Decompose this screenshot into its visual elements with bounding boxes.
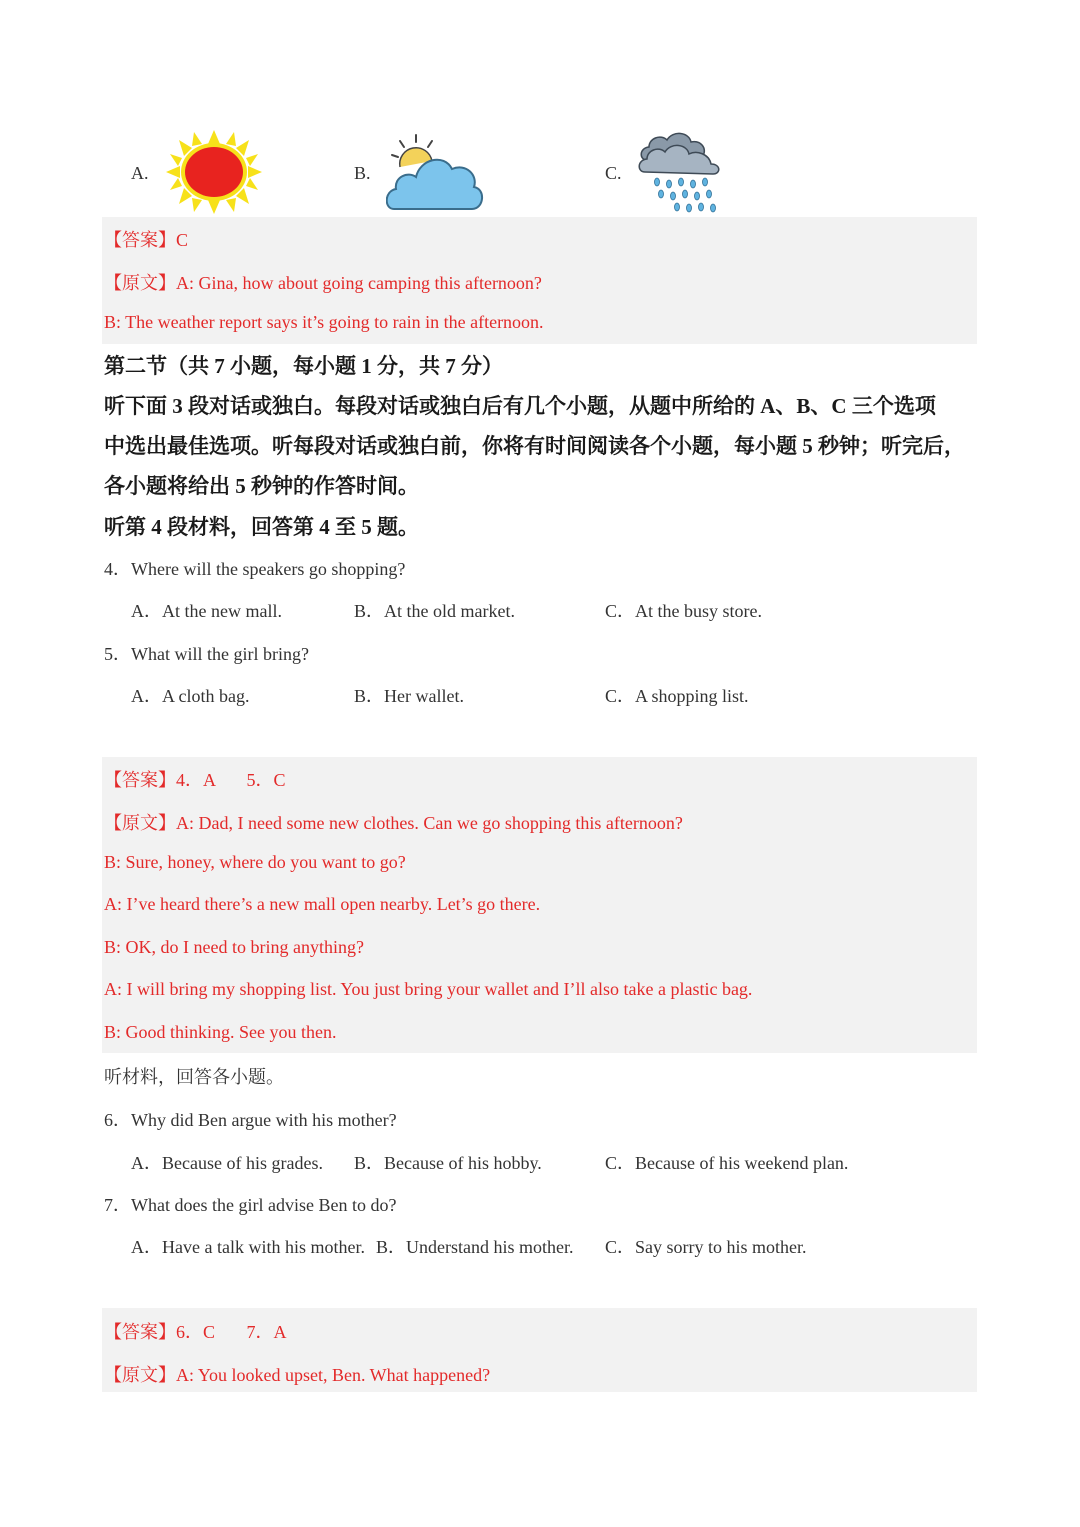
q5-option-c: C．A shopping list. bbox=[605, 686, 749, 706]
q5-option-a: A．A cloth bag. bbox=[131, 686, 250, 706]
q6-option-b: B．Because of his hobby. bbox=[354, 1153, 542, 1173]
section-heading: 第二节（共 7 小题，每小题 1 分，共 7 分） bbox=[104, 354, 503, 378]
sun-icon bbox=[162, 128, 266, 216]
option-b-label: B. bbox=[354, 163, 371, 183]
transcript-2-line: 【原文】A: Dad, I need some new clothes. Can we go shopping this afternoon? bbox=[104, 813, 683, 833]
answer-3: 【答案】6．C 7．A bbox=[104, 1322, 287, 1342]
q7-option-b: B．Understand his mother. bbox=[376, 1237, 574, 1257]
transcript-2-line: A: I’ve heard there’s a new mall open nearby. Let’s go there. bbox=[104, 894, 541, 914]
question-6: 6．Why did Ben argue with his mother? bbox=[104, 1110, 397, 1130]
option-a-label: A. bbox=[131, 163, 149, 183]
transcript-1-line-2: B: The weather report says it’s going to rain in the afternoon. bbox=[104, 312, 544, 332]
instruction-line-1: 听下面 3 段对话或独白。每段对话或独白后有几个小题，从题中所给的 A、B、C 三个选项 bbox=[104, 394, 936, 418]
q7-option-a: A．Have a talk with his mother. bbox=[131, 1237, 365, 1257]
transcript-1-line-1: 【原文】A: Gina, how about going camping this afternoon? bbox=[104, 273, 542, 293]
partly-cloudy-icon bbox=[386, 133, 486, 213]
q4-option-b: B．At the old market. bbox=[354, 601, 515, 621]
instruction-line-3: 各小题将给出 5 秒钟的作答时间。 bbox=[104, 474, 419, 498]
instruction-line-2: 中选出最佳选项。听每段对话或独白前，你将有时间阅读各个小题，每小题 5 秒钟；听完后， bbox=[104, 434, 965, 458]
transcript-3-line-1: 【原文】A: You looked upset, Ben. What happened? bbox=[104, 1365, 491, 1385]
q6-option-a: A．Because of his grades. bbox=[131, 1153, 323, 1173]
answer-2: 【答案】4．A 5．C bbox=[104, 770, 286, 790]
transcript-2-line: A: I will bring my shopping list. You just bring your wallet and I’ll also take a plastic bag. bbox=[104, 979, 753, 999]
q4-option-c: C．At the busy store. bbox=[605, 601, 762, 621]
material-heading: 听第 4 段材料，回答第 4 至 5 题。 bbox=[104, 515, 419, 539]
transcript-2-line: B: Sure, honey, where do you want to go? bbox=[104, 852, 406, 872]
listen-note: 听材料，回答各小题。 bbox=[104, 1067, 284, 1087]
q5-option-b: B．Her wallet. bbox=[354, 686, 464, 706]
rain-cloud-icon bbox=[637, 132, 721, 216]
question-7: 7．What does the girl advise Ben to do? bbox=[104, 1195, 397, 1215]
transcript-2-line: B: OK, do I need to bring anything? bbox=[104, 937, 364, 957]
transcript-2-line: B: Good thinking. See you then. bbox=[104, 1022, 337, 1042]
question-5: 5．What will the girl bring? bbox=[104, 644, 309, 664]
question-4: 4．Where will the speakers go shopping? bbox=[104, 559, 406, 579]
q4-option-a: A．At the new mall. bbox=[131, 601, 282, 621]
option-c-label: C. bbox=[605, 163, 622, 183]
answer-1: 【答案】C bbox=[104, 230, 189, 250]
q6-option-c: C．Because of his weekend plan. bbox=[605, 1153, 849, 1173]
q7-option-c: C．Say sorry to his mother. bbox=[605, 1237, 807, 1257]
